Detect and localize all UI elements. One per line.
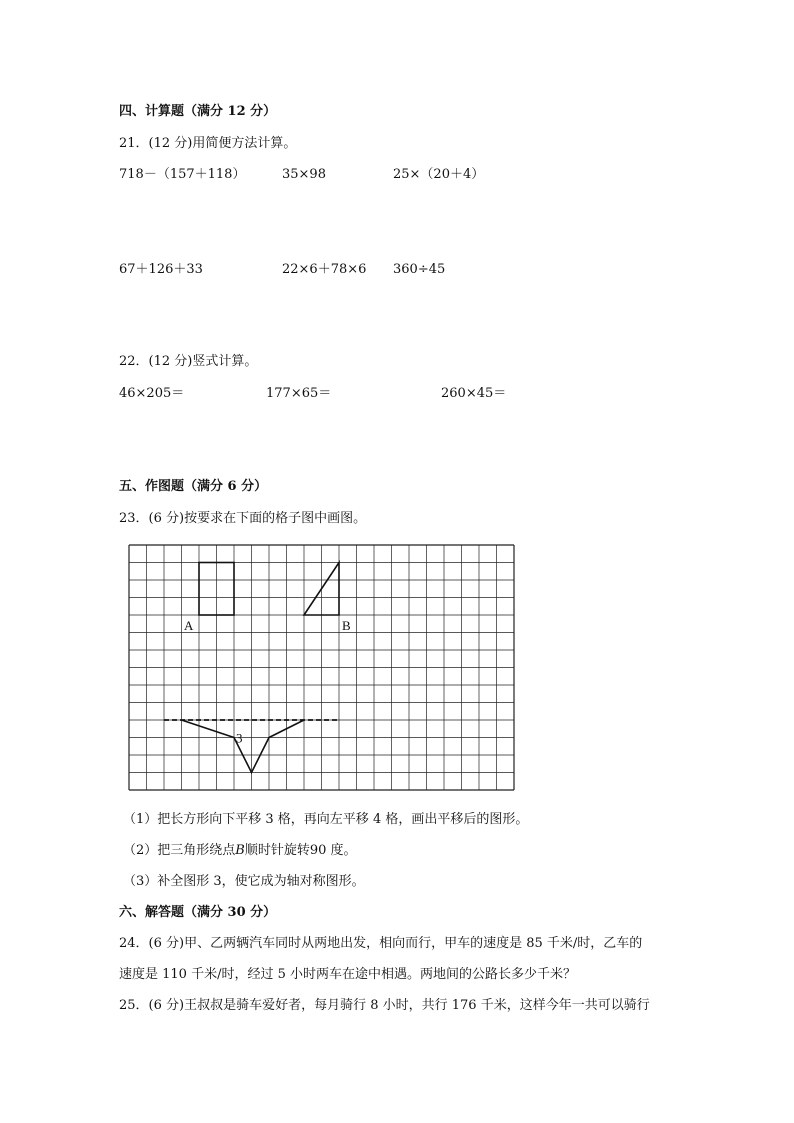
q21-expression-4: 67＋126＋33 [119,262,203,277]
q21-expression-1: 718－（157＋118） [119,167,246,182]
q21-expression-6: 360÷45 [393,262,446,277]
grid-lines [129,545,514,790]
q22-item-1: 46×205＝ [119,386,185,401]
section-6-heading: 六、解答题（满分 30 分） [119,905,277,920]
q23-sub-2-text: （2）把三角形绕点 [123,843,236,858]
triangle-label-b: B [342,618,351,633]
q23-sub-2 [123,843,357,859]
q23-sub-2-point: B [235,843,245,858]
q21-expression-3: 25×（20＋4） [393,167,485,182]
question-24-line-2: 速度是 110 千米/时，经过 5 小时两车在途中相遇。两地间的公路长多少千米？ [119,967,576,982]
q23-sub-1: （1）把长方形向下平移 3 格，再向左平移 4 格，画出平移后的图形。 [123,812,529,827]
shape-label-3: 3 [236,730,243,746]
half-shape-3 [182,720,305,773]
q23-sub-3: （3）补全图形 3，使它成为轴对称图形。 [123,874,365,889]
section-5-heading: 五、作图题（满分 6 分） [119,479,268,494]
question-22-prompt: 22．(12 分)竖式计算。 [119,354,258,369]
question-23-prompt: 23．(6 分)按要求在下面的格子图中画图。 [119,511,367,526]
section-4-heading: 四、计算题（满分 12 分） [119,104,277,119]
question-21-prompt: 21．(12 分)用简便方法计算。 [119,136,297,151]
q22-item-2: 177×65＝ [266,386,332,401]
q21-expression-5: 22×6＋78×6 [282,262,367,277]
q22-item-3: 260×45＝ [441,386,507,401]
q21-expression-2: 35×98 [282,167,326,182]
q23-sub-2-rest: 顺时针旋转90 度。 [244,843,357,858]
question-24-line-1: 24．(6 分)甲、乙两辆汽车同时从两地出发，相向而行，甲车的速度是 85 千米/时，乙车的 [119,936,643,951]
rectangle-label-a: A [184,618,194,633]
question-25-line-1: 25．(6 分)王叔叔是骑车爱好者，每月骑行 8 小时，共行 176 千米，这样今年一共可以骑行 [119,998,650,1013]
